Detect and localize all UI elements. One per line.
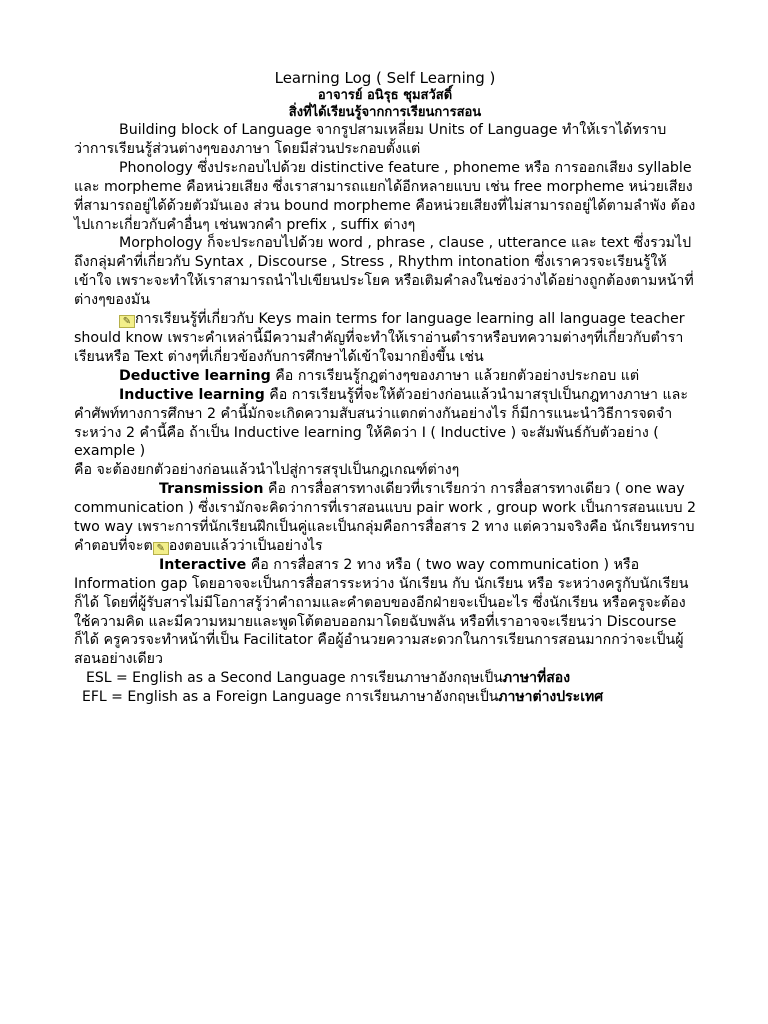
term-inductive-learning: Inductive learning	[119, 386, 265, 403]
author-name: อาจารย์ อนิรุธ ชุมสวัสดิ์	[317, 88, 453, 103]
paragraph-morphology: Morphology ก็จะประกอบไปด้วย word , phrase , clause , utterance และ text ซึ่งรวมไปถึงกลุ่มคำที่เกี่ยวกับ Syntax , Discourse , Stress , Rhythm intonation ซึ่งเราควรจะเรียนรู้ให้เข้าใจ เพราะจะทำให้เราสามารถนำไปเขียนประโยค หรือเติมคำลงในช่องว่างได้อย่างถูกต้องตามหน้าที่ต่างๆของมัน	[74, 235, 694, 309]
efl-emphasis: ภาษาต่างประเทศ	[498, 689, 604, 706]
transmission-definition: คือ การสื่อสารทางเดียวที่เราเรียกว่า การสื่อสารทางเดียว ( one way communication ) ซึ่งเรามักจะคิดว่าการที่เราสอนแบบ pair work , group work เป็นการสอนแบบ 2 two way เพราะการที่นักเรียนฝึกเป็นคู่และเป็นกลุ่มคือการสื่อสาร 2 ทาง แต่ความจริงคือ นักเรียนทราบคำตอบที่จะต	[74, 481, 696, 554]
pencil-note-icon[interactable]: ✎	[119, 315, 135, 328]
term-deductive-learning: Deductive learning	[119, 367, 271, 384]
abbreviation-efl	[74, 688, 696, 707]
paragraph-key-terms	[74, 310, 696, 367]
paragraph-inductive-conclusion: คือ จะต้องยกตัวอย่างก่อนแล้วนำไปสู่การสรุปเป็นกฎเกณฑ์ต่างๆ	[74, 462, 460, 479]
deductive-definition: คือ การเรียนรู้กฎต่างๆของภาษา แล้วยกตัวอย่างประกอบ แต่	[270, 367, 640, 384]
transmission-definition-end: องตอบแล้วว่าเป็นอย่างไร	[168, 537, 323, 554]
paragraph-interactive	[74, 556, 696, 669]
paragraph-transmission	[74, 480, 696, 556]
esl-emphasis: ภาษาที่สอง	[502, 670, 571, 687]
key-terms-text: การเรียนรู้ที่เกี่ยวกับ Keys main terms for language learning all language teacher should know เพราะคำเหล่านี้มีความสำคัญที่จะทำให้เราอ่านตำราหรือบทความต่างๆที่เกี่ยวกับตำราเรียนหรือ Text ต่างๆที่เกี่ยวข้องกับการศึกษาได้เข้าใจมากยิ่งขึ้น เช่น	[74, 311, 685, 365]
document-body	[74, 121, 696, 669]
inductive-definition: คือ การเรียนรู้ที่จะให้ตัวอย่างก่อนแล้วนำมาสรุปเป็นกฎทางภาษา และ คำศัพท์ทางการศึกษา 2 คำนี้มักจะเกิดความสับสนว่าแตกต่างกันอย่างไร ก็มีการแนะนำวิธีการจดจำระหว่าง 2 คำนี้คือ ถ้าเป็น Inductive learning ให้คิดว่า I ( Inductive ) จะสัมพันธ์กับตัวอย่าง ( example )	[74, 386, 688, 460]
interactive-definition: คือ การสื่อสาร 2 ทาง หรือ ( two way communication ) หรือ Information gap โดยอาจจะเป็นการสื่อสารระหว่าง นักเรียน กับ นักเรียน หรือ ระหว่างครูกับนักเรียนก็ได้ โดยที่ผู้รับสารไม่มีโอกาสรู้ว่าคำถามและคำตอบของอีกฝ่ายจะเป็นอะไร ซึ่งนักเรียน หรือครูจะต้องใช้ความคิด และมีความหมายและพูดโต้ตอบออกมาโดยฉับพลัน หรือที่เราอาจจะเรียนว่า Discourse ก็ได้ ครูควรจะทำหน้าที่เป็น Facilitator คือผู้อำนวยความสะดวกในการเรียนการสอนมากกว่าจะเป็นผู้สอนอย่างเดียว	[74, 556, 689, 668]
abbreviation-esl	[74, 669, 696, 688]
paragraph-building-block: Building block of Language จากรูปสามเหลี่ยม Units of Language ทำให้เราได้ทราบว่าการเรียนรู้ส่วนต่างๆของภาษา โดยมีส่วนประกอบตั้งแต่	[74, 122, 667, 157]
esl-definition: ESL = English as a Second Language การเรียนภาษาอังกฤษเป็น	[86, 670, 503, 687]
paragraph-deductive	[74, 367, 696, 386]
document-subtitle: สิ่งที่ได้เรียนรู้จากการเรียนการสอน	[288, 105, 482, 120]
document-title: Learning Log ( Self Learning )	[274, 69, 496, 87]
pencil-note-icon[interactable]: ✎	[153, 542, 169, 555]
document-header	[74, 70, 696, 121]
term-transmission: Transmission	[159, 481, 264, 498]
efl-definition: EFL = English as a Foreign Language การเรียนภาษาอังกฤษเป็น	[82, 689, 499, 706]
paragraph-phonology: Phonology ซึ่งประกอบไปด้วย distinctive feature , phoneme หรือ การออกเสียง syllable และ morpheme คือหน่วยเสียง ซึ่งเราสามารถแยกได้อีกหลายแบบ เช่น free morpheme หน่วยเสียงที่สามารถอยู่ได้ด้วยตัวมันเอง ส่วน bound morpheme คือหน่วยเสียงที่ไม่สามารถอยู่ได้ตามลำพัง ต้องไปเกาะเกี่ยวกับคำอื่นๆ เช่นพวกคำ prefix , suffix ต่างๆ	[74, 159, 696, 233]
paragraph-inductive	[74, 386, 696, 462]
term-interactive: Interactive	[159, 556, 247, 573]
